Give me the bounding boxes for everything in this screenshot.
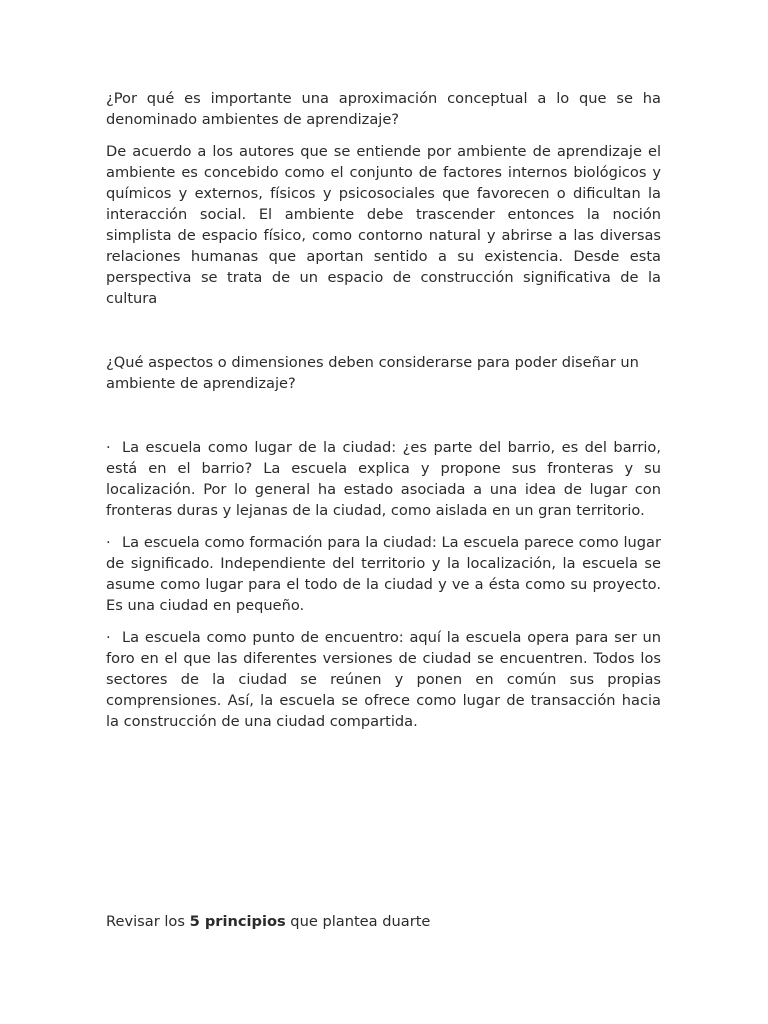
question-2: ¿Qué aspectos o dimensiones deben considerarse para poder diseñar un ambiente de aprendizaje? bbox=[106, 354, 639, 392]
footer-suffix: que plantea duarte bbox=[285, 913, 431, 930]
bullet-item-1 bbox=[106, 437, 661, 521]
bullet-item-2 bbox=[106, 532, 661, 616]
bullet-marker: · bbox=[106, 439, 111, 456]
question-1: ¿Por qué es importante una aproximación conceptual a lo que se ha denominado ambientes de aprendizaje? bbox=[106, 90, 661, 128]
bullet-text-3: La escuela como punto de encuentro: aquí la escuela opera para ser un foro en el que las diferentes versiones de ciudad se encuentren. Todos los sectores de la ciudad se reúnen y ponen en común sus propias comprensiones. Así, la escuela se ofrece como lugar de transacción hacia la construcción de una ciudad compartida. bbox=[106, 629, 661, 730]
bullet-item-3 bbox=[106, 627, 661, 732]
bullet-text-2: La escuela como formación para la ciudad: La escuela parece como lugar de significado. Independiente del territorio y la localización, la escuela se asume como lugar para el todo de la ciudad y ve a ésta como su proyecto. Es una ciudad en pequeño. bbox=[106, 534, 661, 614]
footer-prefix: Revisar los bbox=[106, 913, 190, 930]
document-body bbox=[106, 88, 661, 732]
bullet-marker: · bbox=[106, 629, 111, 646]
footer-bold: 5 principios bbox=[189, 913, 286, 930]
bullet-text-1: La escuela como lugar de la ciudad: ¿es parte del barrio, es del barrio, está en el barrio? La escuela explica y propone sus fronteras y su localización. Por lo general ha estado asociada a una idea de lugar con fronteras duras y lejanas de la ciudad, como aislada en un gran territorio. bbox=[106, 439, 661, 519]
answer-1: De acuerdo a los autores que se entiende por ambiente de aprendizaje el ambiente es concebido como el conjunto de factores internos biológicos y químicos y externos, físicos y psicosociales que favorecen o dificultan la interacción social. El ambiente debe trascender entonces la noción simplista de espacio físico, como contorno natural y abrirse a las diversas relaciones humanas que aportan sentido a su existencia. Desde esta perspectiva se trata de un espacio de construcción significativa de la cultura bbox=[106, 143, 661, 307]
bullet-marker: · bbox=[106, 534, 111, 551]
footer-note bbox=[106, 911, 430, 932]
